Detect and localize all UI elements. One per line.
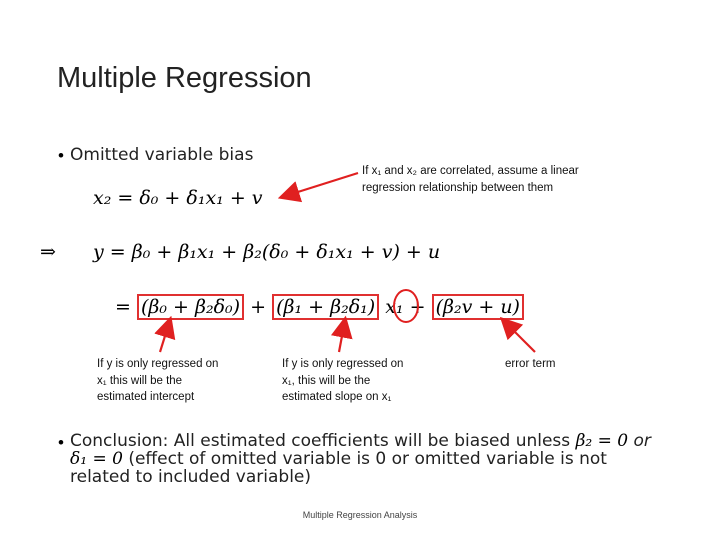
equation-y-substituted: y = β₀ + β₁x₁ + β₂(δ₀ + δ₁x₁ + v) + u bbox=[93, 241, 441, 263]
conclusion-continuation: (effect of omitted variable is 0 or omitted variable is not related to included variable) bbox=[70, 449, 607, 487]
plus-sign: + bbox=[250, 296, 267, 318]
plus-sign: + bbox=[409, 296, 426, 318]
arrow-to-error bbox=[503, 320, 535, 352]
x1-circle bbox=[394, 290, 418, 322]
annotation-slope: If y is only regressed on x₁, this will be the estimated slope on x₁ bbox=[282, 358, 404, 403]
condition-beta2: β₂ = 0 bbox=[575, 431, 629, 451]
arrow-to-slope bbox=[339, 320, 345, 352]
bullet-omitted-variable-bias: Omitted variable bias bbox=[70, 145, 254, 165]
conclusion-text: Conclusion: All estimated coefficients will be biased unless bbox=[70, 431, 571, 451]
implies-symbol: ⇒ bbox=[40, 241, 56, 263]
slope-box: (β₁ + β₂δ₁) bbox=[272, 294, 379, 320]
error-box: (β₂v + u) bbox=[432, 294, 524, 320]
slide-footer: Multiple Regression Analysis bbox=[302, 510, 418, 520]
arrow-to-intercept bbox=[160, 320, 170, 352]
annotation-error-term: error term bbox=[505, 358, 556, 370]
annotation-intercept: If y is only regressed on x₁ this will be the estimated intercept bbox=[97, 358, 219, 403]
or-word: or bbox=[633, 431, 651, 451]
annotation-correlation: If x₁ and x₂ are correlated, assume a linear regression relationship between them bbox=[362, 165, 579, 194]
condition-delta1: δ₁ = 0 bbox=[70, 449, 123, 469]
x1-term: x₁ bbox=[385, 296, 404, 318]
equals-sign: = bbox=[115, 296, 131, 318]
bullet-dot: • bbox=[58, 146, 64, 165]
arrow-to-x2-equation bbox=[282, 173, 358, 197]
bullet-dot: • bbox=[58, 433, 64, 452]
slide-title: Multiple Regression bbox=[57, 62, 312, 94]
intercept-box: (β₀ + β₂δ₀) bbox=[137, 294, 244, 320]
equation-x2: x₂ = δ₀ + δ₁x₁ + v bbox=[93, 187, 263, 209]
